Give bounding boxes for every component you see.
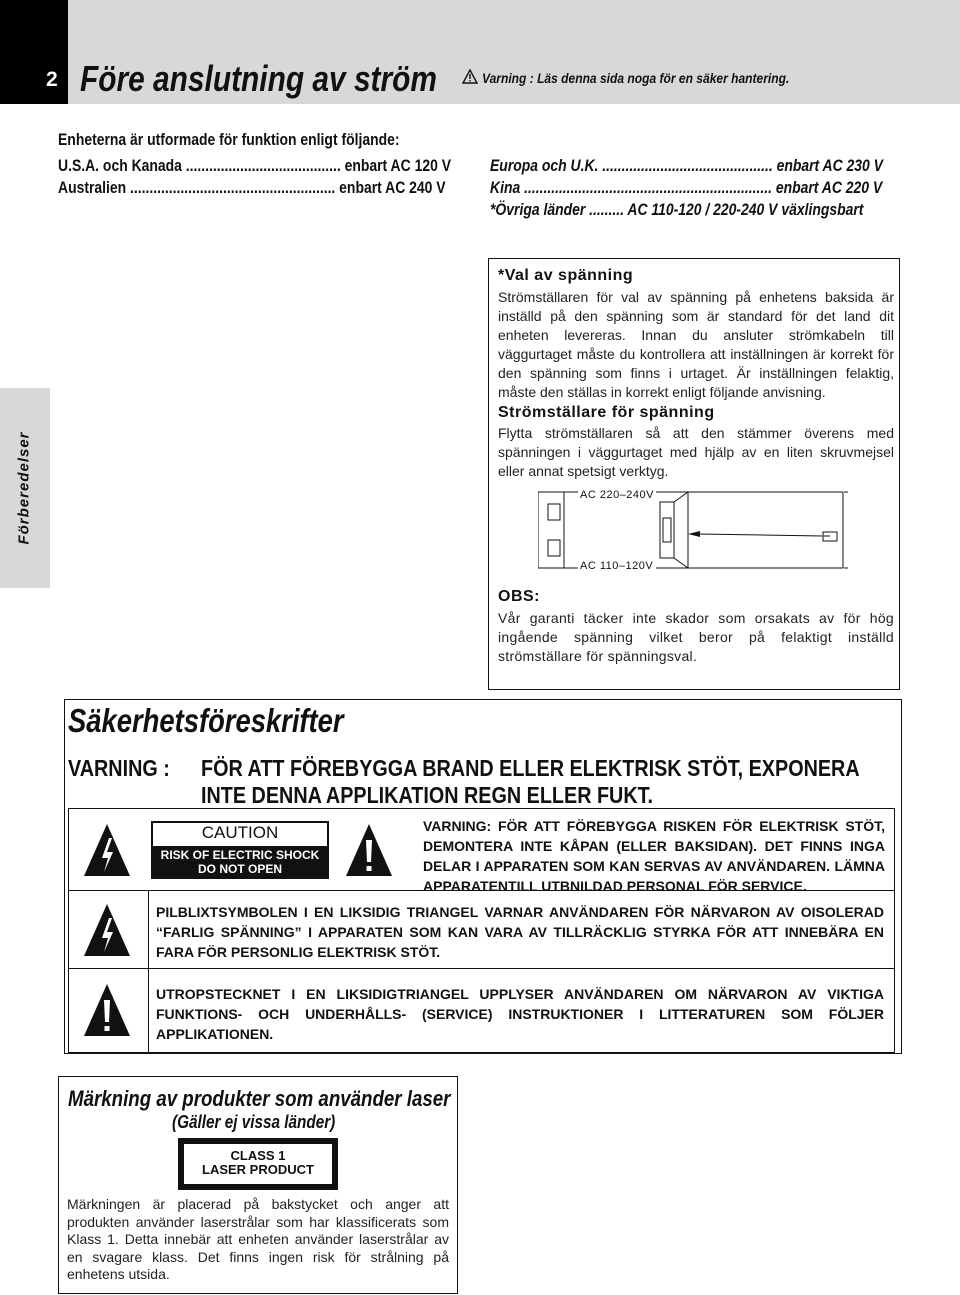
voltage-other-countries: *Övriga länder ......... AC 110-120 / 220-240 V växlingsbart [490, 200, 864, 219]
caution-title: CAUTION [201, 823, 279, 842]
table-divider [148, 890, 149, 1053]
page-title: Före anslutning av ström [80, 58, 437, 99]
voltage-australia: Australien ..................................................... enbart AC 240 V [58, 178, 446, 197]
laser-label-line-1: CLASS 1 [230, 1148, 286, 1163]
page-number: 2 [46, 68, 58, 91]
voltage-usa-canada: U.S.A. och Kanada ........................................ enbart AC 120 V [58, 156, 451, 175]
caution-line-1: RISK OF ELECTRIC SHOCK [160, 848, 320, 862]
exclamation-triangle-icon [82, 982, 132, 1038]
voltage-selection-heading: *Val av spänning [498, 267, 634, 284]
warning-triangle-icon [462, 69, 478, 84]
header-warning-text: Varning : Läs denna sida noga för en säker hantering. [482, 70, 790, 86]
diagram-label-110-120: AC 110–120V [580, 560, 654, 572]
voltage-china: Kina ................................................................ enbart AC 220 V [490, 178, 883, 197]
warning-line-1: FÖR ATT FÖREBYGGA BRAND ELLER ELEKTRISK STÖT, EXPONERA [201, 755, 860, 781]
caution-warning-text: VARNING: FÖR ATT FÖREBYGGA RISKEN FÖR ELEKTRISK STÖT, DEMONTERA INTE KÅPAN (ELLER BAKSIDAN). DET FINNS INGA DELAR I APPARATEN SOM KAN SERVAS AV ANVÄNDAREN. LÄMNA APPARATENTILL UTBNILDAD PERSONAL FÖR SERVICE. [423, 818, 885, 894]
laser-title: Märkning av produkter som använder laser [68, 1086, 451, 1111]
side-tab-label: Förberedelser [15, 431, 33, 545]
obs-text: Vår garanti täcker inte skador som orsakats av för hög ingående spänning vilket beror på felaktigt inställd strömställare för spänningsval. [498, 610, 894, 664]
exclamation-triangle-icon [344, 822, 394, 878]
voltage-europe-uk: Europa och U.K. ............................................ enbart AC 230 V [490, 156, 883, 175]
diagram-label-220-240: AC 220–240V [580, 489, 654, 501]
intro-heading: Enheterna är utformade för funktion enligt följande: [58, 130, 400, 149]
laser-label-line-2: LASER PRODUCT [202, 1162, 314, 1177]
lightning-triangle-icon [82, 822, 132, 878]
lightning-triangle-icon [82, 902, 132, 958]
warning-label: VARNING : [68, 755, 170, 781]
voltage-switch-text: Flytta strömställaren så att den stämmer överens med spänningen i väggurtaget med hjälp av en liten skruvmejsel eller annat spetsigt verktyg. [498, 425, 894, 479]
caution-line-2: DO NOT OPEN [197, 862, 282, 876]
lightning-symbol-text: PILBLIXTSYMBOLEN I EN LIKSIDIG TRIANGEL VARNAR ANVÄNDAREN FÖR NÄRVARON AV OISOLERAD “FARLIG SPÄNNING” I APPARATEN SOM KAN VARA AV TILLRÄCKLIG STYRKA FÖR ATT INNEBÄRA EN FARA FÖR PERSONLIG ELEKTRISK STÖT. [156, 904, 884, 960]
obs-heading: OBS: [498, 588, 540, 605]
laser-description: Märkningen är placerad på bakstycket och anger att produkten använder laserstrålar som har klassificerats som Klass 1. Detta innebär att enheten använder laserstrålar av en svagare klass. Det finns ingen risk för strålning på enhetens utsida. [67, 1196, 449, 1282]
warning-line-2: INTE DENNA APPLIKATION REGN ELLER FUKT. [201, 782, 654, 808]
voltage-switch-heading: Strömställare för spänning [498, 404, 715, 421]
table-divider [68, 968, 895, 969]
page-number-block [0, 0, 68, 104]
exclamation-symbol-text: UTROPSTECKNET I EN LIKSIDIGTRIANGEL UPPLYSER ANVÄNDAREN OM NÄRVARON AV VIKTIGA FUNKTIONS- OCH UNDERHÅLLS- (SERVICE) INSTRUKTIONER I LITTERATUREN SOM FÖLJER APPLIKATIONEN. [156, 986, 884, 1042]
laser-subtitle: (Gäller ej vissa länder) [172, 1112, 336, 1132]
voltage-selection-text: Strömställaren för val av spänning på enhetens baksida är inställd på den spänning som är standard för det land dit enheten levereras. Innan du ansluter strömkabeln till väggurtaget måste du kontrollera att inställningen är korrekt för den spänning som finns i urtaget. Är inställningen felaktig, måste den ställas in korrekt enligt följande anvisning. [498, 289, 894, 400]
safety-title: Säkerhetsföreskrifter [68, 702, 344, 739]
